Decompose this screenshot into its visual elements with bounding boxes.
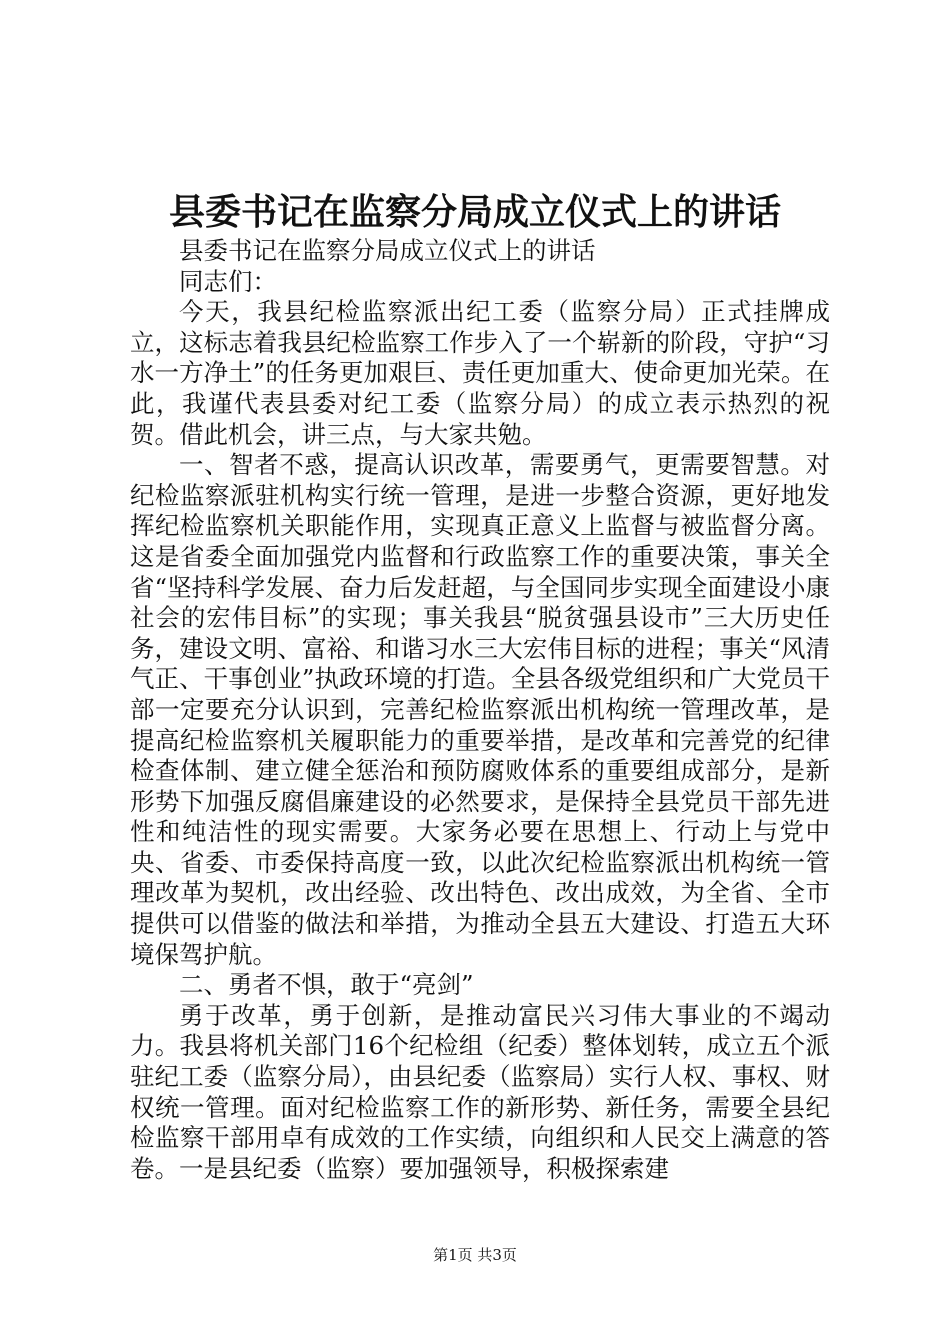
- paragraph-subtitle: 县委书记在监察分局成立仪式上的讲话: [179, 236, 596, 265]
- page-footer: 第1页 共3页: [433, 1246, 517, 1264]
- paragraph-section-one: 一、智者不惑，提高认识改革，需要勇气，更需要智慧。对纪检监察派驻机构实行统一管理，是进一步整合资源，更好地发挥纪检监察机关职能作用，实现真正意义上监督与被监督分离。这是省委全面加强党内监督和行政监察工作的重要决策，事关全省“坚持科学发展、奋力后发赶超，与全国同步实现全面建设小康社会的宏伟目标”的实现；事关我县“脱贫强县设市”三大历史任务，建设文明、富裕、和谐习水三大宏伟目标的进程；事关“风清气正、干事创业”执政环境的打造。全县各级党组织和广大党员干部一定要充分认识到，完善纪检监察派出机构统一管理改革，是提高纪检监察机关履职能力的重要举措，是改革和完善党的纪律检查体制、建立健全惩治和预防腐败体系的重要组成部分，是新形势下加强反腐倡廉建设的必然要求，是保持全县党员干部先进性和纯洁性的现实需要。大家务必要在思想上、行动上与党中央、省委、市委保持高度一致，以此次纪检监察派出机构统一管理改革为契机，改出经验、改出特色、改出成效，为全省、全市提供可以借鉴的做法和举措，为推动全县五大建设、打造五大环境保驾护航。: [130, 450, 830, 969]
- paragraph-section-two: 勇于改革，勇于创新，是推动富民兴习伟大事业的不竭动力。我县将机关部门16个纪检组（纪委）整体划转，成立五个派驻纪工委（监察分局），由县纪委（监察局）实行人权、事权、财权统一管理。面对纪检监察工作的新形势、新任务，需要全县纪检监察干部用卓有成效的工作实绩，向组织和人民交上满意的答卷。一是县纪委（监察）要加强领导，积极探索建: [130, 1000, 830, 1183]
- document-title: 县委书记在监察分局成立仪式上的讲话: [168, 191, 781, 233]
- paragraph-opening: 今天，我县纪检监察派出纪工委（监察分局）正式挂牌成立，这标志着我县纪检监察工作步入了一个崭新的阶段，守护“习水一方净土”的任务更加艰巨、责任更加重大、使命更加光荣。在此，我谨代表县委对纪工委（监察分局）的成立表示热烈的祝贺。借此机会，讲三点，与大家共勉。: [130, 297, 830, 449]
- document-body: [130, 236, 830, 1184]
- paragraph-section-two-heading: 二、勇者不惧，敢于“亮剑”: [179, 970, 474, 1000]
- paragraph-salutation: 同志们：: [179, 266, 277, 296]
